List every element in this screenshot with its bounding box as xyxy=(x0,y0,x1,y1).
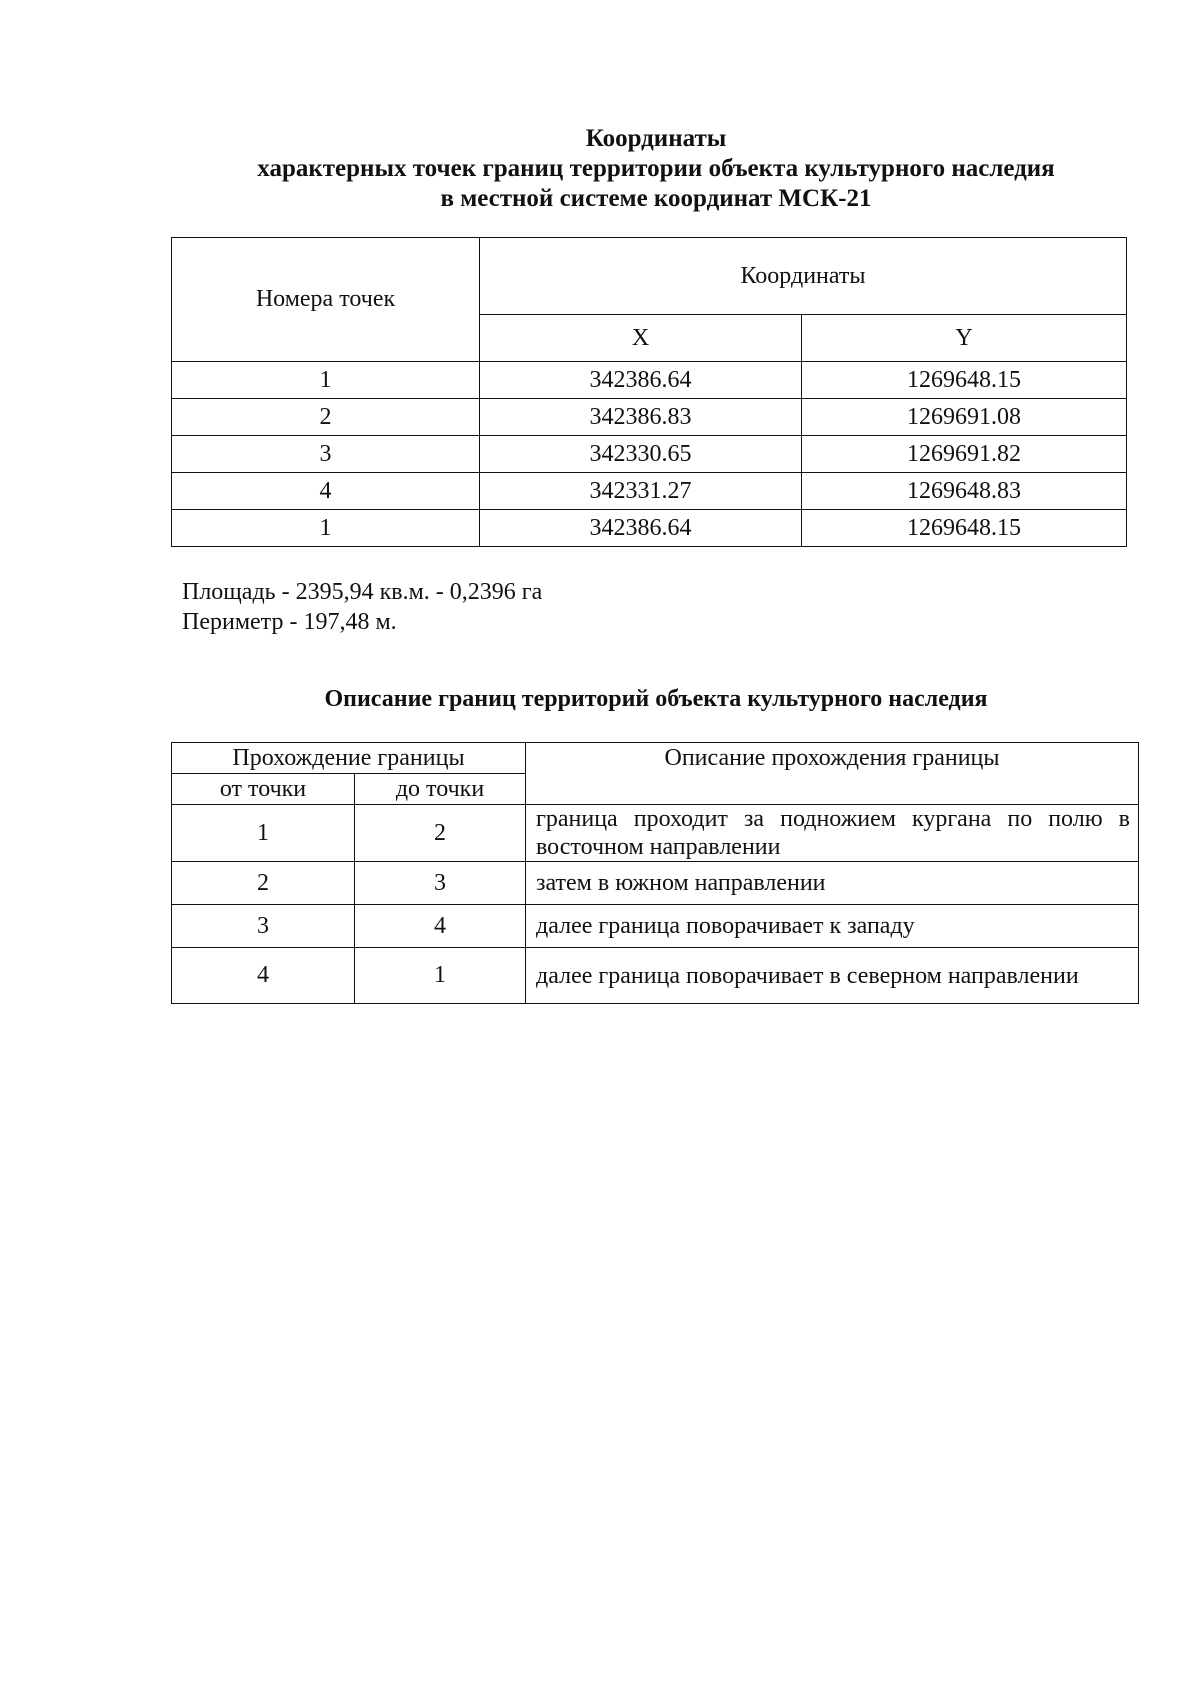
header-passage: Прохождение границы xyxy=(172,743,526,774)
table-row xyxy=(172,948,1139,1004)
header-to: до точки xyxy=(355,774,526,805)
coordinates-table xyxy=(171,237,1127,547)
title-line-3: в местной системе координат МСК-21 xyxy=(440,185,872,212)
x-value: 342386.83 xyxy=(480,399,802,436)
to-point: 2 xyxy=(355,805,526,862)
header-point-numbers: Номера точек xyxy=(172,238,480,362)
table-row xyxy=(172,510,1127,547)
point-number: 3 xyxy=(172,436,480,473)
point-number: 2 xyxy=(172,399,480,436)
table-row xyxy=(172,805,1139,862)
table-row xyxy=(172,362,1127,399)
border-description: граница проходит за подножием кургана по полю в восточном направлении xyxy=(526,805,1139,862)
y-value: 1269691.08 xyxy=(802,399,1127,436)
x-value: 342331.27 xyxy=(480,473,802,510)
header-from: от точки xyxy=(172,774,355,805)
x-value: 342386.64 xyxy=(480,362,802,399)
x-value: 342386.64 xyxy=(480,510,802,547)
perimeter-text: Периметр - 197,48 м. xyxy=(182,609,397,635)
title-line-2: характерных точек границ территории объекта культурного наследия xyxy=(257,155,1055,182)
to-point: 3 xyxy=(355,862,526,905)
x-value: 342330.65 xyxy=(480,436,802,473)
point-number: 1 xyxy=(172,362,480,399)
header-y: Y xyxy=(802,315,1127,362)
point-number: 1 xyxy=(172,510,480,547)
to-point: 4 xyxy=(355,905,526,948)
from-point: 1 xyxy=(172,805,355,862)
header-coordinates: Координаты xyxy=(480,238,1127,315)
from-point: 2 xyxy=(172,862,355,905)
from-point: 3 xyxy=(172,905,355,948)
y-value: 1269648.15 xyxy=(802,510,1127,547)
y-value: 1269648.83 xyxy=(802,473,1127,510)
border-description: далее граница поворачивает к западу xyxy=(526,905,1139,948)
header-x: X xyxy=(480,315,802,362)
y-value: 1269648.15 xyxy=(802,362,1127,399)
border-description-table xyxy=(171,742,1139,1004)
point-number: 4 xyxy=(172,473,480,510)
to-point: 1 xyxy=(355,948,526,1004)
table-row xyxy=(172,862,1139,905)
description-title: Описание границ территорий объекта культурного наследия xyxy=(324,686,988,712)
y-value: 1269691.82 xyxy=(802,436,1127,473)
table-row xyxy=(172,905,1139,948)
header-description: Описание прохождения границы xyxy=(526,743,1139,805)
table-row xyxy=(172,436,1127,473)
from-point: 4 xyxy=(172,948,355,1004)
table-row xyxy=(172,399,1127,436)
table-row xyxy=(172,473,1127,510)
title-line-1: Координаты xyxy=(585,125,727,152)
border-description: затем в южном направлении xyxy=(526,862,1139,905)
document-title xyxy=(0,124,1200,214)
area-summary xyxy=(182,577,542,637)
area-text: Площадь - 2395,94 кв.м. - 0,2396 га xyxy=(182,579,543,605)
border-description: далее граница поворачивает в северном направлении xyxy=(526,948,1139,1004)
